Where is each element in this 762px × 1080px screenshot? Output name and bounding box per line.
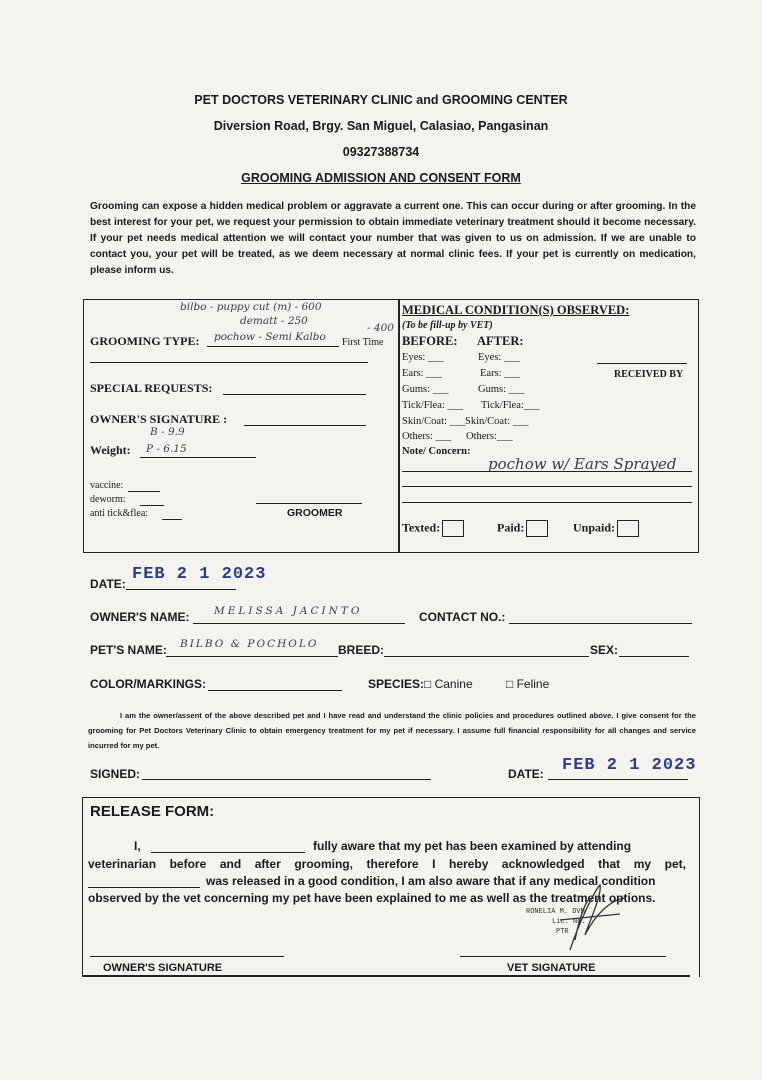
intro-paragraph: Grooming can expose a hidden medical problem or aggravate a current one. This can occur during or after grooming. In the best interest for your pet, we request your permission to obtain immediate veterinary treatment should it become necessary. If your pet needs medical attention we will contact your number that was given to us on admission. If we are unable to contact you, your pet will be treated, as we deem necessary at normal clinic fees. If your pet is currently on medication, please inform us. — [90, 201, 696, 276]
contact-field[interactable] — [509, 623, 692, 624]
owner-name-line — [193, 623, 405, 624]
color-markings-label: COLOR/MARKINGS: — [90, 677, 206, 691]
antitick-label: anti tick&flea: — [90, 508, 149, 519]
received-by-line[interactable] — [597, 363, 687, 364]
release-line3: was released in a good condition, I am also aware that if any medical condition — [206, 874, 656, 888]
release-line1-a: I, — [134, 839, 141, 853]
owners-signature-field[interactable] — [244, 425, 366, 426]
grooming-type-line — [207, 346, 339, 347]
weight-label: Weight: — [90, 443, 131, 457]
note-line-3 — [402, 502, 692, 503]
note-value[interactable]: pochow w/ Ears Sprayed — [488, 455, 677, 473]
after-ears: Ears: ___ — [480, 368, 520, 379]
antitick-field[interactable] — [162, 519, 182, 520]
release-line1-b: fully aware that my pet has been examined by attending — [313, 839, 632, 853]
after-tickflea: Tick/Flea:___ — [481, 400, 540, 411]
vet-stamp-line1: RONELIA M. DVM — [526, 908, 585, 916]
owners-signature-label: OWNER'S SIGNATURE : — [90, 412, 228, 426]
pet-name-value[interactable]: BILBO & POCHOLO — [180, 638, 319, 650]
medical-condition-subtitle: (To be fill-up by VET) — [402, 320, 493, 331]
weight-line — [140, 457, 256, 458]
release-line4: observed by the vet concerning my pet have been explained to me as well as the treatment options. — [88, 891, 656, 905]
after-others: Others:___ — [466, 431, 513, 442]
release-pet-name-field[interactable] — [88, 887, 200, 888]
release-line2: veterinarian before and after grooming, therefore I hereby acknowledged that my pet, — [88, 857, 686, 871]
consent-text: I am the owner/assent of the above described pet and I have read and understand the clinic policies and procedures outlined above. I give consent for the grooming for Pet Doctors Veterinary Clinic to obtain emergency treatment for my pet if necessary. I assume full financial responsibility for all changes and service incurred for my pet. — [88, 711, 696, 750]
vet-stamp-line2: Lic. No. — [552, 918, 586, 926]
date-line[interactable] — [126, 589, 236, 590]
received-by-label: RECEIVED BY — [614, 369, 684, 380]
after-eyes: Eyes: ___ — [478, 352, 520, 363]
medical-condition-title: MEDICAL CONDITION(S) OBSERVED: — [402, 303, 630, 317]
signed-field[interactable] — [142, 779, 431, 780]
first-time-label: First Time — [342, 337, 384, 348]
grooming-type-label: GROOMING TYPE: — [90, 334, 200, 348]
contact-label: CONTACT NO.: — [419, 610, 506, 624]
species-label: SPECIES: — [368, 677, 425, 691]
sex-field[interactable] — [619, 656, 689, 657]
hand-note-3: - 400 — [367, 322, 394, 334]
release-title: RELEASE FORM: — [90, 803, 215, 820]
texted-checkbox[interactable]: Texted: — [402, 520, 464, 537]
date-label: DATE: — [90, 577, 126, 591]
clinic-name: PET DOCTORS VETERINARY CLINIC and GROOMING CENTER — [194, 93, 568, 107]
deworm-field[interactable] — [140, 505, 164, 506]
owner-name-value[interactable]: MELISSA JACINTO — [214, 605, 363, 617]
vaccine-field[interactable] — [128, 491, 160, 492]
species-feline-option[interactable]: □ Feline — [506, 677, 550, 691]
date-stamp: FEB 2 1 2023 — [132, 565, 267, 584]
hand-note-2: dematt - 250 — [240, 315, 308, 327]
grooming-extra-line — [90, 362, 368, 363]
after-label: AFTER: — [477, 334, 524, 348]
vaccine-label: vaccine: — [90, 480, 124, 491]
before-eyes: Eyes: ___ — [402, 352, 444, 363]
unpaid-checkbox[interactable]: Unpaid: — [573, 520, 639, 537]
pet-name-line — [166, 656, 338, 657]
clinic-address: Diversion Road, Brgy. San Miguel, Calasiao, Pangasinan — [213, 119, 549, 133]
vet-signature-scribble — [540, 880, 630, 960]
owner-name-label: OWNER'S NAME: — [90, 610, 190, 624]
groomer-signature-line[interactable] — [256, 503, 362, 504]
hand-note-1: bilbo - puppy cut (m) - 600 — [180, 301, 322, 313]
sex-label: SEX: — [590, 643, 619, 657]
before-tickflea: Tick/Flea: ___ — [402, 400, 464, 411]
paid-checkbox[interactable]: Paid: — [497, 520, 548, 537]
box-divider — [398, 299, 400, 553]
special-requests-field[interactable] — [223, 394, 366, 395]
vet-stamp-line3: PTR — [556, 928, 569, 936]
deworm-label: deworm: — [90, 494, 126, 505]
breed-label: BREED: — [338, 643, 385, 657]
note-line-1 — [402, 471, 692, 472]
color-markings-field[interactable] — [208, 690, 342, 691]
grooming-type-value[interactable]: pochow - Semi Kalbo — [214, 331, 326, 343]
release-bottom-line — [82, 975, 690, 977]
clinic-phone: 09327388734 — [342, 145, 420, 159]
before-ears: Ears: ___ — [402, 368, 442, 379]
before-others: Others: ___ — [402, 431, 452, 442]
owner-signature-label: OWNER'S SIGNATURE — [103, 962, 223, 974]
signed-label: SIGNED: — [90, 767, 141, 781]
form-title: GROOMING ADMISSION AND CONSENT FORM — [241, 171, 521, 185]
before-gums: Gums: ___ — [402, 384, 449, 395]
owner-signature-line[interactable] — [90, 956, 284, 957]
after-skincoat: Skin/Coat: ___ — [465, 416, 529, 427]
vet-signature-line[interactable] — [460, 956, 666, 957]
pet-name-label: PET'S NAME: — [90, 643, 167, 657]
date2-stamp: FEB 2 1 2023 — [562, 756, 697, 775]
after-gums: Gums: ___ — [478, 384, 525, 395]
before-skincoat: Skin/Coat: ___ — [402, 416, 466, 427]
special-requests-label: SPECIAL REQUESTS: — [90, 381, 213, 395]
breed-field[interactable] — [384, 656, 589, 657]
groomer-label: GROOMER — [287, 507, 343, 519]
date2-label: DATE: — [508, 767, 544, 781]
release-owner-name-field[interactable] — [151, 852, 305, 853]
note-line-2 — [402, 486, 692, 487]
weight-value-1: B - 9.9 — [150, 426, 185, 438]
before-label: BEFORE: — [402, 334, 458, 348]
note-label: Note/ Concern: — [402, 446, 471, 457]
vet-signature-label: VET SIGNATURE — [507, 962, 596, 974]
species-canine-option[interactable]: □ Canine — [424, 677, 473, 691]
weight-value-2[interactable]: P - 6.15 — [146, 443, 187, 455]
date2-line[interactable] — [548, 779, 688, 780]
